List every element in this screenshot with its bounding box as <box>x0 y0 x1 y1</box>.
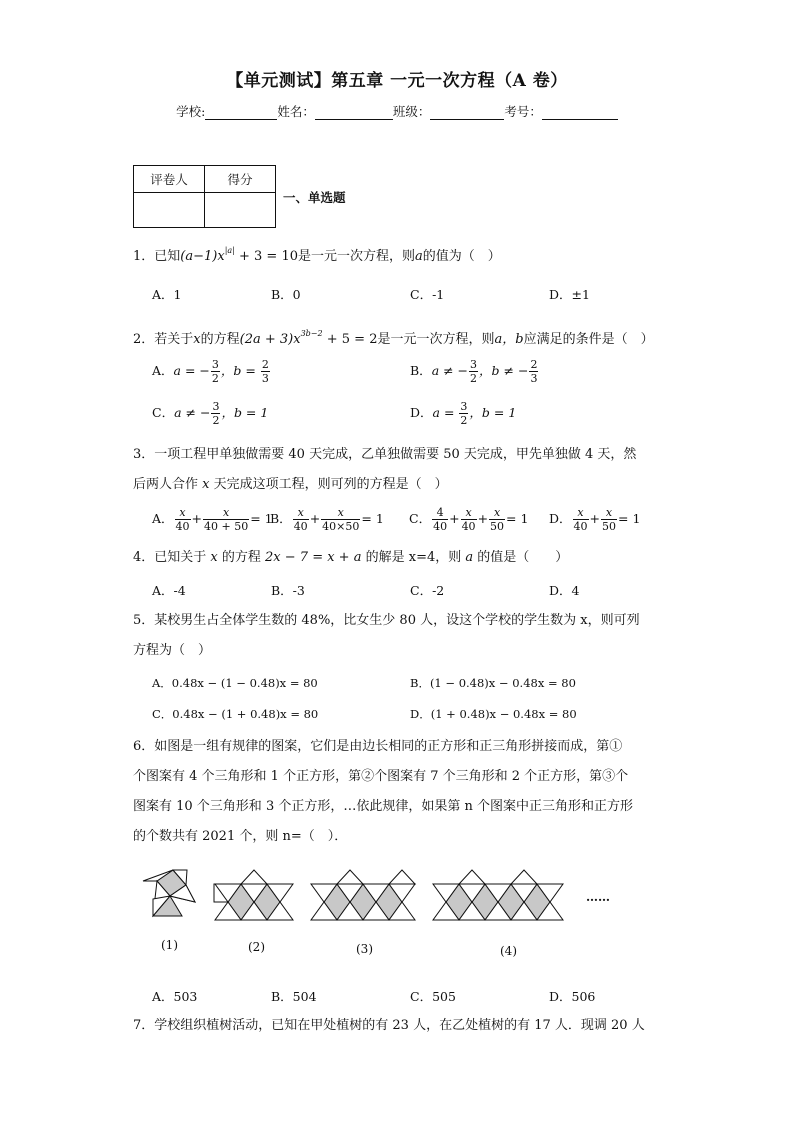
q6-option-c[interactable]: C．505 <box>410 989 456 1004</box>
q4-option-c[interactable]: C．-2 <box>410 583 445 598</box>
q2-option-d[interactable] <box>410 400 516 427</box>
numerator: 2 <box>530 358 538 371</box>
question-6-line-4: 的个数共有 2021 个，则 n=（ ）． <box>133 829 348 844</box>
option-math: ，b = 1 <box>469 405 517 420</box>
numerator: x <box>461 506 477 520</box>
pattern-figure-3 <box>311 870 415 920</box>
option-math: ，b = <box>220 363 260 378</box>
option-math: a ≠ − <box>174 405 211 420</box>
number-label: 考号： <box>504 104 542 119</box>
q3-option-d[interactable]: D． $\frac{x}{40}$ + $\frac{x}{50}$ = 1 <box>549 506 641 533</box>
numerator: 3 <box>212 400 220 413</box>
q4-option-d[interactable]: D．4 <box>549 583 580 598</box>
fraction <box>261 358 270 385</box>
numerator: x <box>573 506 589 520</box>
denominator: 3 <box>261 372 269 385</box>
reviewer-cell[interactable] <box>134 193 205 228</box>
fraction <box>211 358 220 385</box>
q5-option-a[interactable]: A．0.48x − (1 − 0.48)x = 80 <box>152 676 318 690</box>
denominator: 50 <box>602 520 617 533</box>
question-6-line-2: 个图案有 4 个三角形和 1 个正方形，第②个图案有 7 个三角形和 2 个正方形，第③个 <box>133 769 629 784</box>
q4-text-mid: 的方程 <box>217 550 266 565</box>
section-heading: 一、单选题 <box>283 190 346 205</box>
fraction <box>461 506 477 533</box>
class-blank[interactable] <box>430 105 504 120</box>
denominator: 50 <box>490 520 505 533</box>
q2-text-post: 应满足的条件是（ ） <box>523 332 654 347</box>
option-math: a = <box>432 405 459 420</box>
q1-option-b[interactable]: B．0 <box>271 287 301 302</box>
q2-variable-x: x <box>193 332 201 347</box>
question-number: 2． <box>133 332 155 347</box>
fraction <box>601 506 617 533</box>
option-math: a ≠ − <box>431 363 469 378</box>
figure-label-2: (2) <box>248 940 265 954</box>
q6-option-a[interactable]: A．503 <box>152 989 198 1004</box>
q4-text-pre: 已知关于 <box>154 550 211 565</box>
q4-variable-a: a <box>465 550 474 565</box>
fraction <box>175 506 191 533</box>
denominator: 40×50 <box>322 520 360 533</box>
q2-exponent: 3b−2 <box>300 329 323 338</box>
equation-rhs: = 1 <box>618 511 641 526</box>
q1-text-post: 的值为（ ） <box>422 249 501 264</box>
q1-equation-left: (a−1)x <box>180 249 225 264</box>
q5-option-c[interactable]: C．0.48x − (1 + 0.48)x = 80 <box>152 707 319 721</box>
q4-text-mid2: 的解是 x=4，则 <box>361 550 466 565</box>
numerator: 2 <box>261 358 269 371</box>
option-label: A． <box>152 363 174 378</box>
q6-option-b[interactable]: B．504 <box>271 989 317 1004</box>
q2-text-mid2: 是一元一次方程，则 <box>377 332 495 347</box>
denominator: 40 <box>175 520 190 533</box>
fraction <box>469 358 478 385</box>
denominator: 3 <box>530 372 538 385</box>
option-label: D． <box>549 511 572 526</box>
q3-text-post: 天完成这项工程，则可列的方程是（ ） <box>209 477 448 492</box>
option-label: C． <box>152 405 175 420</box>
q4-text-post: 的值是（ ） <box>473 550 569 565</box>
name-blank[interactable] <box>315 105 393 120</box>
question-4 <box>133 543 663 573</box>
school-blank[interactable] <box>205 105 277 120</box>
q3-text-pre: 后两人合作 <box>133 477 203 492</box>
q1-option-d[interactable]: D．±1 <box>549 287 590 302</box>
denominator: 40 <box>461 520 476 533</box>
numerator: x <box>175 506 191 520</box>
q1-option-a[interactable]: A．1 <box>152 287 182 302</box>
q3-variable: x <box>202 477 210 492</box>
q2-option-a[interactable] <box>152 358 271 385</box>
pattern-continuation-dots: …… <box>586 890 610 904</box>
denominator: 2 <box>470 372 478 385</box>
class-label: 班级： <box>392 104 431 119</box>
denominator: 40 <box>433 520 448 533</box>
q5-option-b[interactable]: B．(1 − 0.48)x − 0.48x = 80 <box>410 676 576 690</box>
score-cell[interactable] <box>205 193 276 228</box>
option-label: C． <box>409 511 432 526</box>
q3-option-a[interactable]: A． $\frac{x}{40}$ + $\frac{x}{40 + 50}$ = 1 <box>152 506 273 533</box>
numerator: x <box>321 506 360 520</box>
fraction <box>321 506 360 533</box>
equation-rhs: = 1 <box>361 511 384 526</box>
pattern-figure-2 <box>214 870 293 920</box>
numerator: 3 <box>460 400 468 413</box>
q2-equation-base: (2a + 3)x <box>239 332 301 347</box>
q4-equation: 2x − 7 = x + a <box>265 550 362 565</box>
question-number: 4． <box>133 550 155 565</box>
denominator: 2 <box>211 372 219 385</box>
question-2 <box>133 319 663 355</box>
fraction <box>211 400 220 427</box>
q4-option-b[interactable]: B．-3 <box>271 583 305 598</box>
numerator: 4 <box>432 506 448 520</box>
q2-equation-rest: + 5 = 2 <box>322 332 378 347</box>
question-3-line-2 <box>133 470 663 500</box>
q2-variables: a，b <box>494 332 524 347</box>
fraction <box>489 506 505 533</box>
q1-text-pre: 已知 <box>154 249 181 264</box>
numerator: x <box>489 506 505 520</box>
option-label: D． <box>410 405 433 420</box>
numerator: x <box>601 506 617 520</box>
figure-label-4: (4) <box>500 944 517 958</box>
pattern-figure-1 <box>143 870 195 916</box>
question-7-line-1: 7．学校组织植树活动，已知在甲处植树的有 23 人，在乙处植树的有 17 人．现调 20 人 <box>133 1018 645 1033</box>
q3-option-c[interactable]: C． $\frac{4}{40}$ + $\frac{x}{40}$ + $\frac{x}{50}$ = 1 <box>409 506 529 533</box>
equation-rhs: = 1 <box>506 511 529 526</box>
question-6-line-1: 6．如图是一组有规律的图案，它们是由边长相同的正方形和正三角形拼接而成，第① <box>133 739 623 754</box>
question-5-line-2: 方程为（ ） <box>133 643 212 658</box>
question-6-line-3: 图案有 10 个三角形和 3 个正方形，…依此规律，如果第 n 个图案中正三角形和正方形 <box>133 799 633 814</box>
denominator: 40 <box>293 520 308 533</box>
q1-text-mid: 是一元一次方程，则 <box>298 249 416 264</box>
q1-option-c[interactable]: C．-1 <box>410 287 445 302</box>
q1-equation-right: + 3 = 10 <box>234 249 298 264</box>
fraction <box>573 506 589 533</box>
school-label: 学校: <box>176 104 206 119</box>
option-label: B． <box>410 363 432 378</box>
option-math: ，b ≠ − <box>479 363 529 378</box>
denominator: 40 <box>573 520 588 533</box>
q5-option-d[interactable]: D．(1 + 0.48)x − 0.48x = 80 <box>410 707 577 721</box>
option-label: B． <box>270 511 292 526</box>
name-label: 姓名： <box>277 104 315 119</box>
q4-variable-x: x <box>210 550 218 565</box>
numerator: 3 <box>211 358 219 371</box>
q1-variable: a <box>415 249 423 264</box>
q4-option-a[interactable]: A．-4 <box>152 583 186 598</box>
option-math: ，b = 1 <box>221 405 269 420</box>
question-5-line-1: 5．某校男生占全体学生数的 48%，比女生少 80 人，设这个学校的学生数为 x，则可列 <box>133 613 640 628</box>
fraction <box>432 506 448 533</box>
denominator: 2 <box>212 414 220 427</box>
question-number: 1． <box>133 249 155 264</box>
denominator: 40 + 50 <box>204 520 249 533</box>
numerator: x <box>293 506 309 520</box>
grade-table <box>133 165 276 228</box>
figure-label-3: (3) <box>356 942 373 956</box>
equation-rhs: = 1 <box>250 511 273 526</box>
q2-option-b[interactable] <box>410 358 539 385</box>
denominator: 2 <box>460 414 468 427</box>
reviewer-header: 评卷人 <box>134 166 205 193</box>
pattern-figure-4 <box>433 870 563 920</box>
score-header: 得分 <box>205 166 276 193</box>
number-blank[interactable] <box>542 105 618 120</box>
pattern-figures <box>140 864 620 934</box>
fraction <box>529 358 538 385</box>
question-3-line-1: 3．一项工程甲单独做需要 40 天完成，乙单独做需要 50 天完成，甲先单独做 4 天，然 <box>133 447 637 462</box>
fraction <box>203 506 249 533</box>
q1-exponent: |a| <box>224 246 235 255</box>
question-1 <box>133 236 663 272</box>
numerator: 3 <box>470 358 478 371</box>
q3-option-b[interactable]: B． $\frac{x}{40}$ + $\frac{x}{40\times 50}$ = 1 <box>270 506 384 533</box>
figure-label-1: (1) <box>161 938 178 952</box>
fraction <box>459 400 468 427</box>
option-label: A． <box>152 511 174 526</box>
option-math: a = − <box>173 363 210 378</box>
q2-text-pre: 若关于 <box>154 332 194 347</box>
fraction <box>293 506 309 533</box>
q6-option-d[interactable]: D．506 <box>549 989 596 1004</box>
numerator: x <box>203 506 249 520</box>
student-info-line <box>0 102 794 120</box>
q2-text-mid: 的方程 <box>200 332 240 347</box>
page-title: 【单元测试】第五章 一元一次方程（A 卷） <box>226 71 568 91</box>
q2-option-c[interactable] <box>152 400 268 427</box>
